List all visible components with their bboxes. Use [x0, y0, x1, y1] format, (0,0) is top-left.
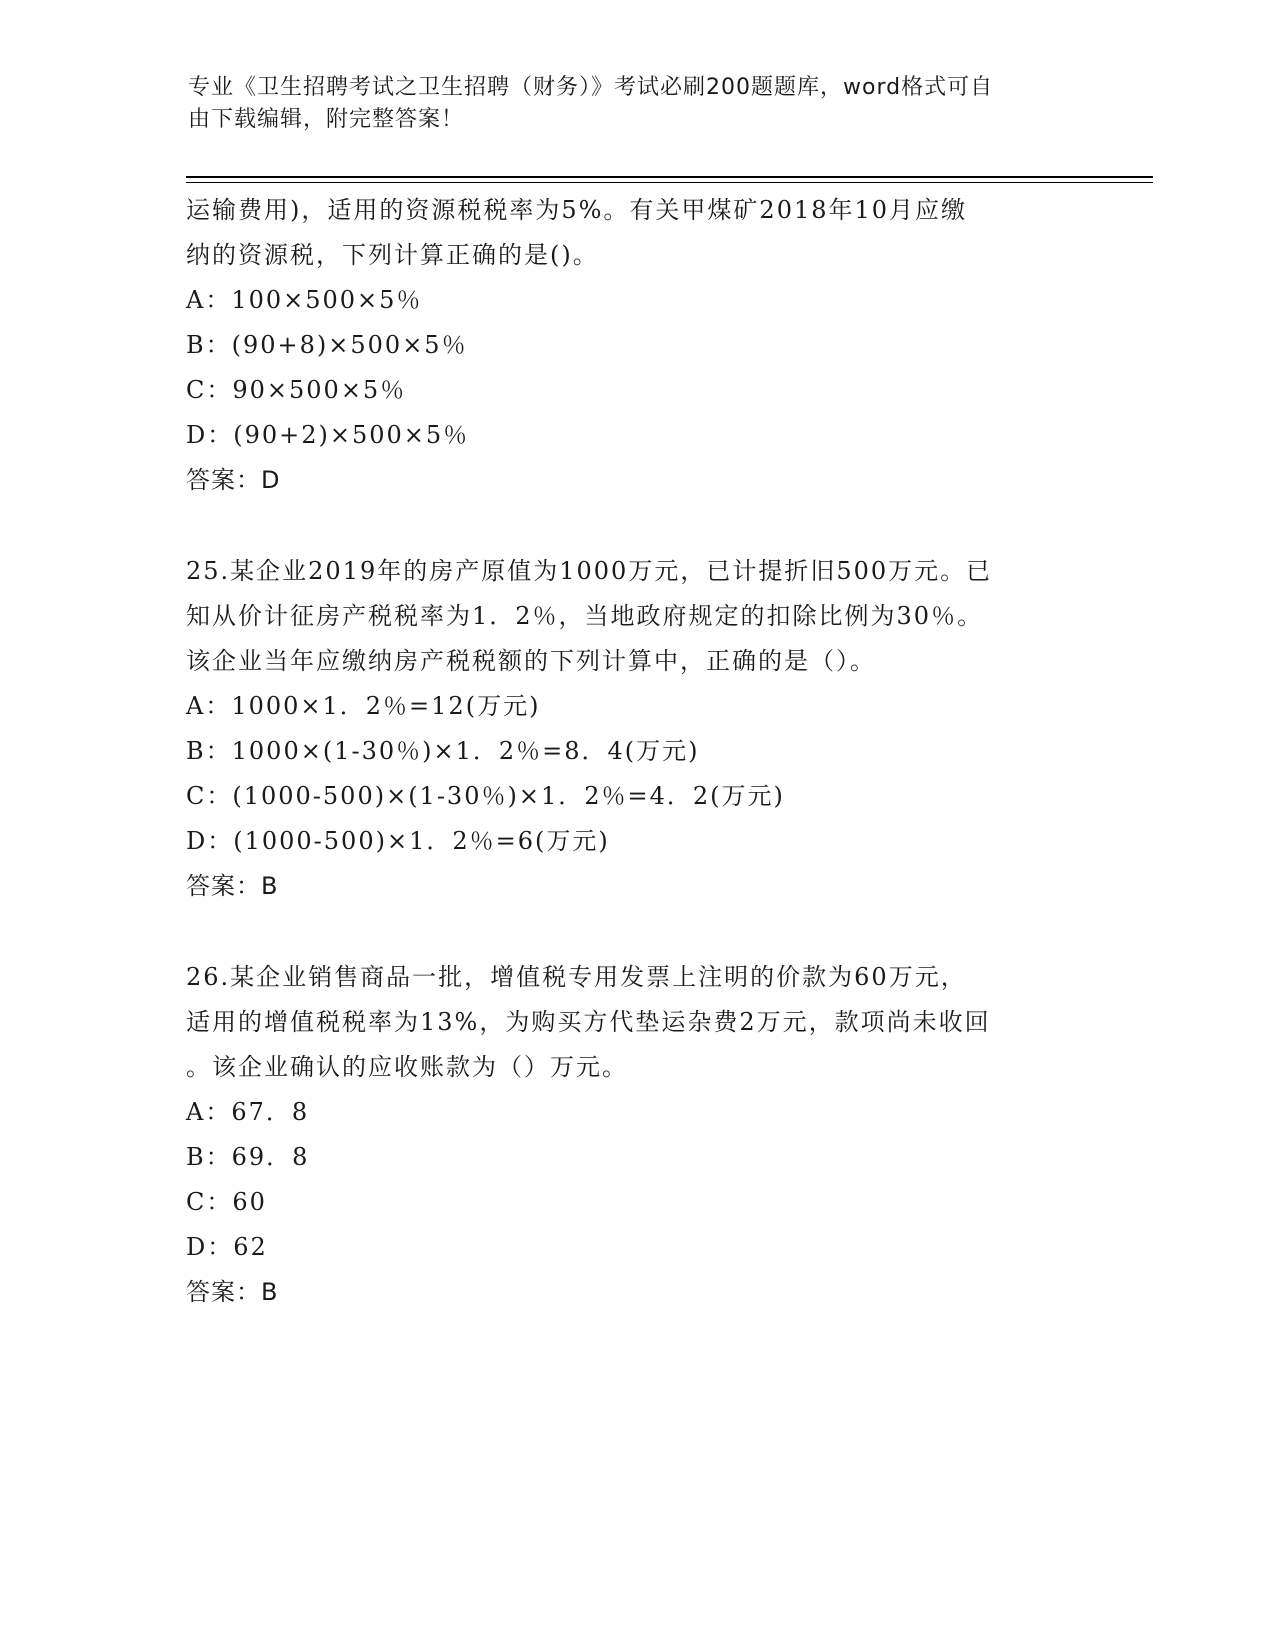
option-a: A：67．8: [186, 1098, 310, 1126]
option-a: A：1000×1．2％=12(万元): [186, 692, 541, 720]
option-b: B：1000×(1-30％)×1．2％=8．4(万元): [186, 737, 700, 765]
header-divider-thin: [186, 182, 1153, 183]
question-26: [186, 955, 1086, 1315]
answer: 答案：B: [186, 872, 279, 900]
header-divider-thick: [186, 176, 1153, 178]
question-25: [186, 549, 1086, 909]
option-c: C：60: [186, 1188, 267, 1216]
question-gap: [186, 909, 1086, 955]
answer: 答案：D: [186, 466, 281, 494]
question-stem-line: 该企业当年应缴纳房产税税额的下列计算中，正确的是（）。: [186, 647, 876, 675]
question-stem-line: 知从价计征房产税税率为1．2％，当地政府规定的扣除比例为30％。: [186, 602, 984, 630]
header-line-1: 专业《卫生招聘考试之卫生招聘（财务）》考试必刷200题题库，word格式可自: [188, 75, 994, 100]
option-d: D：(1000-500)×1．2％=6(万元): [186, 827, 610, 855]
page-header: [188, 72, 1068, 136]
question-stem-line: 适用的增值税税率为13%，为购买方代垫运杂费2万元，款项尚未收回: [186, 1008, 991, 1036]
question-stem-line: 25.某企业2019年的房产原值为1000万元，已计提折旧500万元。已: [186, 557, 993, 585]
question-24: [186, 188, 1086, 503]
option-b: B：69．8: [186, 1143, 310, 1171]
question-stem-line: 运输费用)，适用的资源税税率为5%。有关甲煤矿2018年10月应缴: [186, 196, 968, 224]
option-d: D：(90+2)×500×5％: [186, 421, 470, 449]
question-content: [186, 188, 1086, 1315]
option-a: A：100×500×5％: [186, 286, 423, 314]
option-c: C：(1000-500)×(1-30％)×1．2％=4．2(万元): [186, 782, 785, 810]
question-stem-line: 纳的资源税，下列计算正确的是()。: [186, 241, 599, 269]
option-d: D：62: [186, 1233, 268, 1261]
answer: 答案：B: [186, 1278, 279, 1306]
option-c: C：90×500×5％: [186, 376, 407, 404]
question-gap: [186, 503, 1086, 549]
question-stem-line: 。该企业确认的应收账款为（）万元。: [186, 1053, 628, 1081]
option-b: B：(90+8)×500×5％: [186, 331, 468, 359]
header-line-2: 由下载编辑，附完整答案！: [188, 107, 465, 132]
question-stem-line: 26.某企业销售商品一批，增值税专用发票上注明的价款为60万元，: [186, 963, 967, 991]
